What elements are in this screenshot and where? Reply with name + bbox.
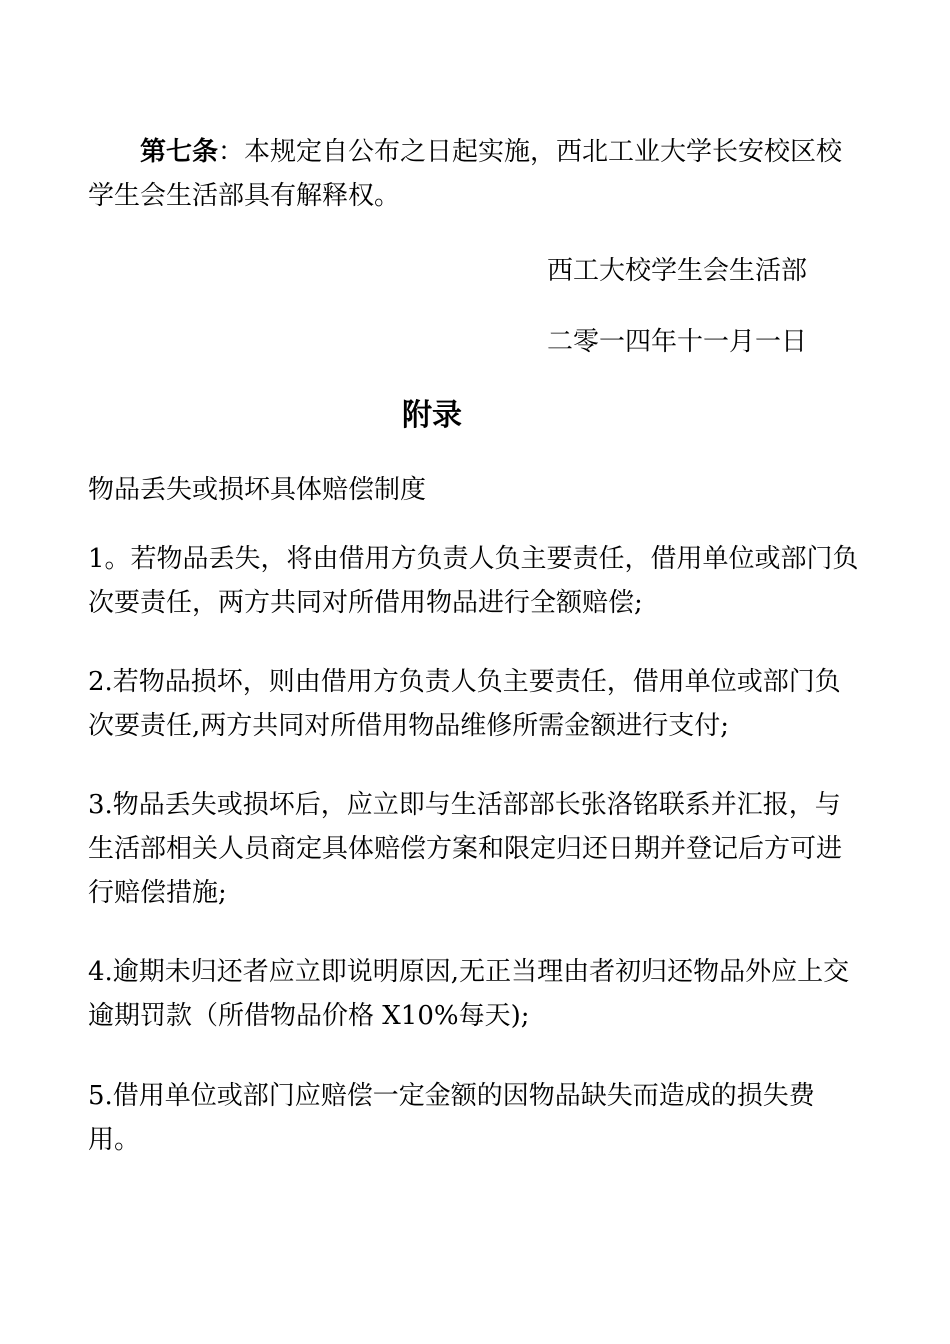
appendix-item-3: 3.物品丢失或损坏后，应立即与生活部部长张洛铭联系并汇报，与生活部相关人员商定具体赔偿方案和限定归还日期并登记后方可进行赔偿措施; xyxy=(88,790,843,908)
article-7-paragraph xyxy=(88,130,866,218)
signature-organization: 西工大校学生会生活部 xyxy=(547,256,808,286)
appendix-item-5: 5.借用单位或部门应赔偿一定金额的因物品缺失而造成的损失费用。 xyxy=(88,1081,815,1155)
article-7-colon: ： xyxy=(218,137,245,167)
signature-date: 二零一四年十一月一日 xyxy=(547,327,808,357)
article-7-label: 第七条 xyxy=(140,137,219,167)
appendix-item-1: 1。若物品丢失，将由借用方负责人负主要责任，借用单位或部门负次要责任，两方共同对所借用物品进行全额赔偿; xyxy=(88,544,859,618)
article-7-text: 本规定自公布之日起实施，西北工业大学长安校区校学生会生活部具有解释权。 xyxy=(88,137,843,211)
appendix-subtitle: 物品丢失或损坏具体赔偿制度 xyxy=(88,475,427,505)
appendix-title: 附录 xyxy=(402,398,462,433)
appendix-item-2: 2.若物品损坏，则由借用方负责人负主要责任，借用单位或部门负次要责任,两方共同对所借用物品维修所需金额进行支付; xyxy=(88,667,841,741)
appendix-item-4: 4.逾期未归还者应立即说明原因,无正当理由者初归还物品外应上交逾期罚款（所借物品价格 X10%每天); xyxy=(88,957,850,1031)
